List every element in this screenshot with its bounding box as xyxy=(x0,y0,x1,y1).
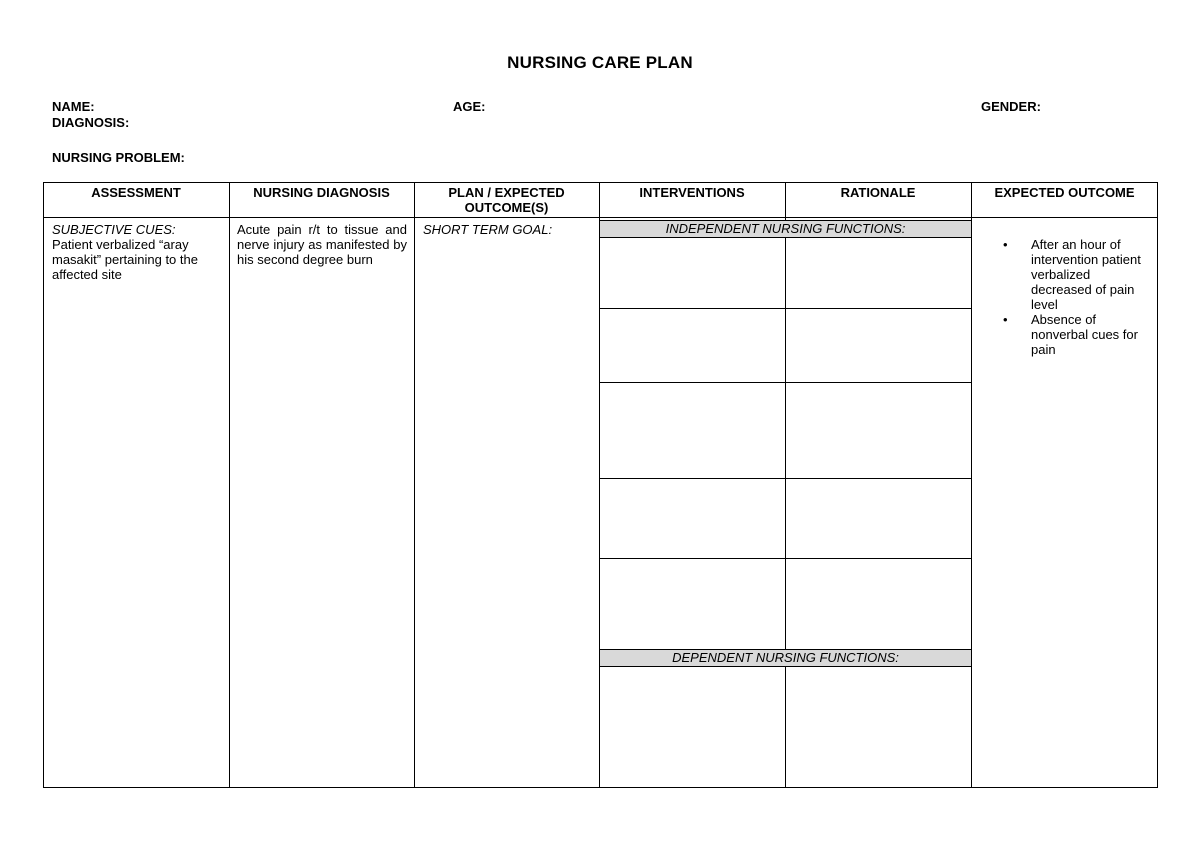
expected-outcome-list xyxy=(1003,237,1153,357)
row-divider xyxy=(599,478,971,479)
subjective-cues-label: SUBJECTIVE CUES: xyxy=(52,222,176,237)
header-plan-line2: OUTCOME(S) xyxy=(464,200,549,215)
name-label: NAME: xyxy=(52,99,95,114)
care-plan-table xyxy=(43,182,1158,788)
header-assessment: ASSESSMENT xyxy=(91,185,181,200)
expected-outcome-item: After an hour of intervention patient verbalized decreased of pain level xyxy=(1031,237,1141,312)
list-item xyxy=(1003,312,1153,357)
row-divider xyxy=(599,382,971,383)
short-term-goal-label: SHORT TERM GOAL: xyxy=(423,222,553,237)
assessment-cell xyxy=(52,222,224,282)
column-divider xyxy=(599,182,600,788)
row-divider xyxy=(599,558,971,559)
row-divider xyxy=(599,308,971,309)
header-divider xyxy=(43,217,1158,218)
page-title: NURSING CARE PLAN xyxy=(507,53,693,72)
bullet-icon: • xyxy=(1003,237,1008,252)
gender-label: GENDER: xyxy=(981,99,1041,114)
header-rationale: RATIONALE xyxy=(840,185,916,200)
column-divider xyxy=(971,182,972,788)
column-divider xyxy=(229,182,230,788)
header-nursing-diagnosis: NURSING DIAGNOSIS xyxy=(253,185,390,200)
subjective-cues-text: Patient verbalized “aray masakit” pertaining to the affected site xyxy=(52,237,198,282)
header-interventions: INTERVENTIONS xyxy=(639,185,745,200)
header-plan-line1: PLAN / EXPECTED xyxy=(448,185,565,200)
dependent-functions-band: DEPENDENT NURSING FUNCTIONS: xyxy=(600,649,971,667)
header-expected-outcome: EXPECTED OUTCOME xyxy=(994,185,1135,200)
header-plan xyxy=(414,185,599,215)
column-divider xyxy=(414,182,415,788)
nursing-diagnosis-text: Acute pain r/t to tissue and nerve injury as manifested by his second degree burn xyxy=(237,222,407,267)
age-label: AGE: xyxy=(453,99,486,114)
diagnosis-label: DIAGNOSIS: xyxy=(52,115,130,130)
independent-functions-band: INDEPENDENT NURSING FUNCTIONS: xyxy=(600,220,971,238)
nursing-problem-label: NURSING PROBLEM: xyxy=(52,150,185,165)
bullet-icon: • xyxy=(1003,312,1008,327)
expected-outcome-item: Absence of nonverbal cues for pain xyxy=(1031,312,1138,357)
list-item xyxy=(1003,237,1153,312)
column-divider xyxy=(785,182,786,788)
